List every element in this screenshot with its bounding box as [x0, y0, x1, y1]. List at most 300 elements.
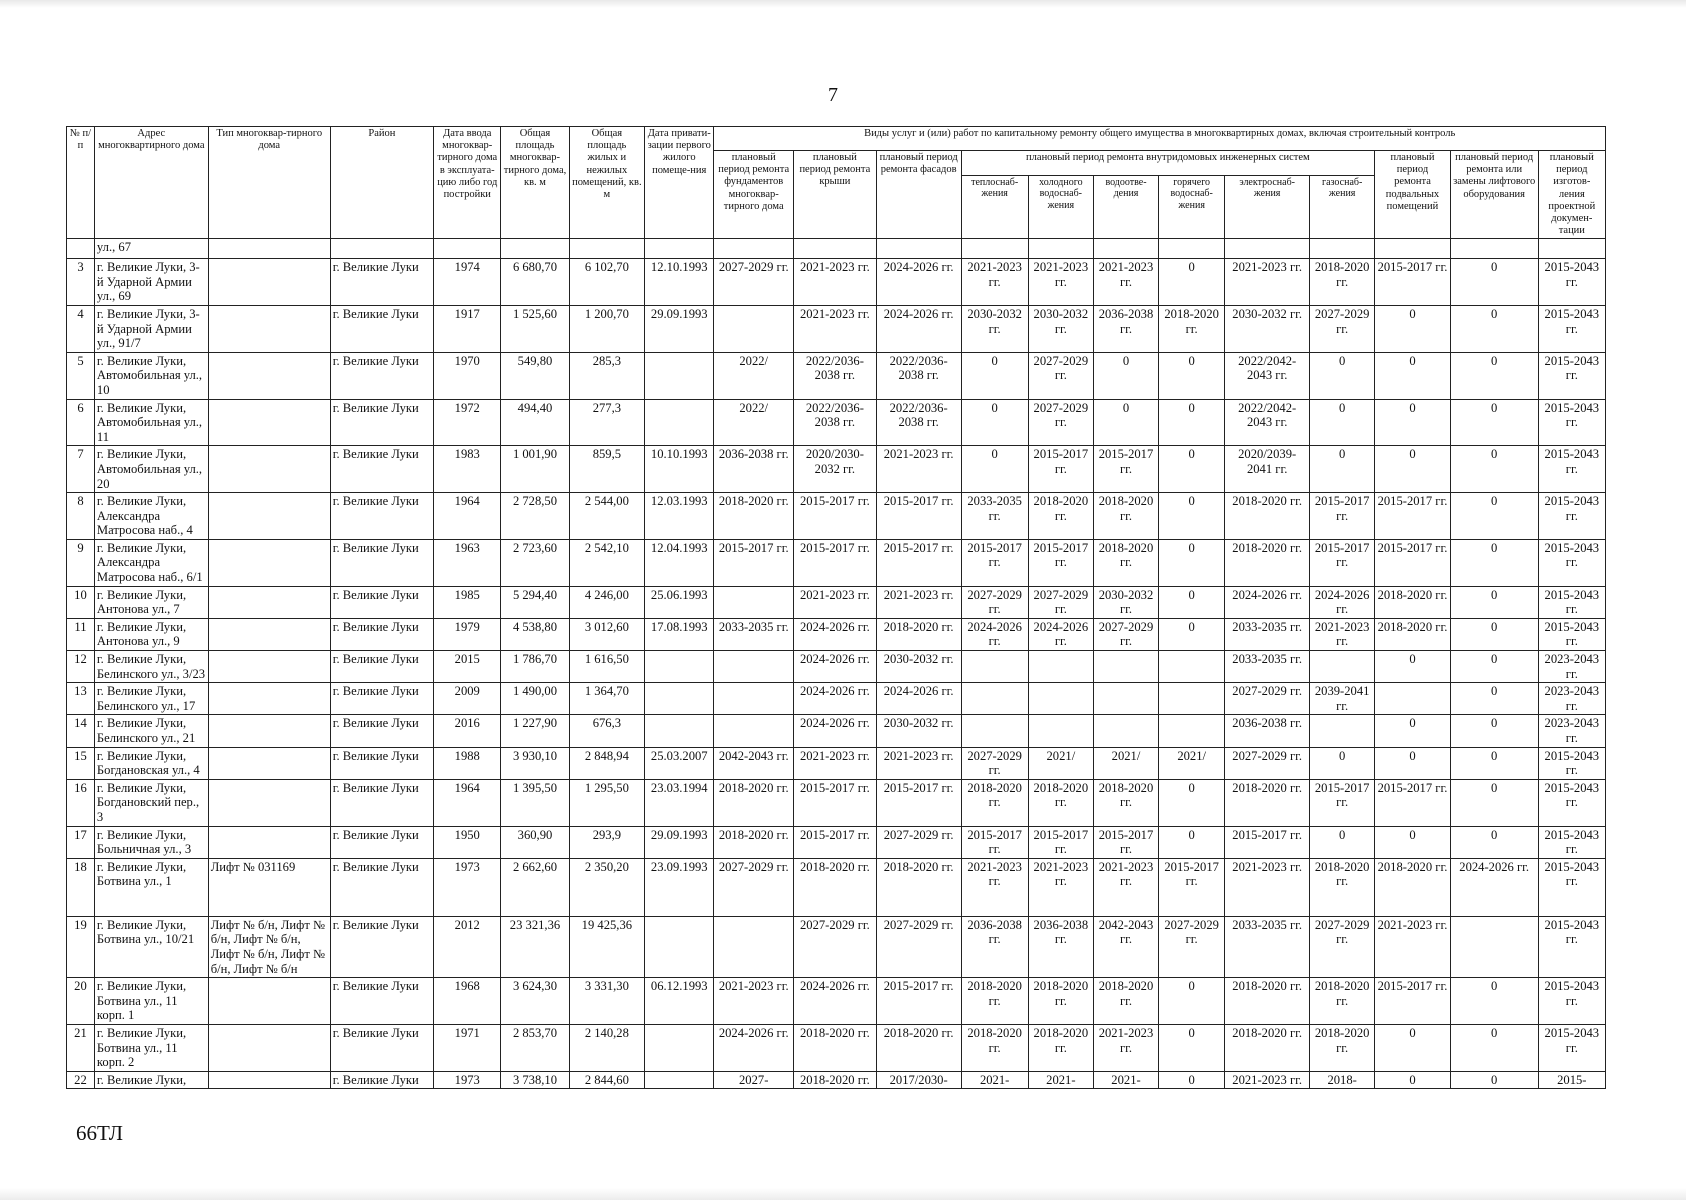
- header-gas: газоснаб-жения: [1310, 175, 1375, 239]
- house-type-cell: [208, 539, 330, 586]
- district-cell: г. Великие Луки: [330, 747, 433, 779]
- basement-period-cell: 2015-2017 гг.: [1375, 259, 1451, 306]
- house-type-cell: [208, 826, 330, 858]
- total-area-cell: 3 624,30: [501, 978, 569, 1025]
- total-area-cell: 1 525,60: [501, 305, 569, 352]
- foundation-period-cell: 2027-2029 гг.: [714, 858, 794, 916]
- district-cell: г. Великие Луки: [330, 493, 433, 540]
- facade-period-cell: 2018-2020 гг.: [876, 1024, 961, 1071]
- row-number: 19: [67, 916, 95, 977]
- electric-period-cell: 2033-2035 гг.: [1225, 618, 1310, 650]
- privatization-date-cell: 23.09.1993: [645, 858, 714, 916]
- row-number: 17: [67, 826, 95, 858]
- cold-water-period-cell: [1028, 683, 1093, 715]
- hot-water-period-cell: 0: [1159, 539, 1225, 586]
- cold-water-period-cell: 2021-2023 гг.: [1028, 259, 1093, 306]
- roof-period-cell: 2021-2023 гг.: [794, 586, 877, 618]
- design-period-cell: 2015-2043 гг.: [1538, 446, 1605, 493]
- premises-area-cell: 3 331,30: [569, 978, 645, 1025]
- roof-period-cell: [794, 239, 877, 259]
- district-cell: г. Великие Луки: [330, 399, 433, 446]
- total-area-cell: 1 395,50: [501, 779, 569, 826]
- row-number: 15: [67, 747, 95, 779]
- gas-period-cell: 0: [1310, 446, 1375, 493]
- design-period-cell: 2023-2043 гг.: [1538, 715, 1605, 747]
- basement-period-cell: 0: [1375, 446, 1451, 493]
- district-cell: г. Великие Луки: [330, 618, 433, 650]
- design-period-cell: 2015-2043 гг.: [1538, 826, 1605, 858]
- cold-water-period-cell: 2036-2038 гг.: [1028, 916, 1093, 977]
- heating-period-cell: 2021-2023 гг.: [961, 858, 1028, 916]
- house-type-cell: [208, 1024, 330, 1071]
- roof-period-cell: 2020/2030-2032 гг.: [794, 446, 877, 493]
- district-cell: г. Великие Луки: [330, 305, 433, 352]
- roof-period-cell: 2015-2017 гг.: [794, 539, 877, 586]
- foundation-period-cell: 2018-2020 гг.: [714, 493, 794, 540]
- total-area-cell: [501, 239, 569, 259]
- address-cell: г. Великие Луки, 3-й Ударной Армии ул., 91/7: [94, 305, 208, 352]
- foundation-period-cell: 2021-2023 гг.: [714, 978, 794, 1025]
- header-roof: плановый период ремонта крыши: [794, 151, 877, 239]
- house-type-cell: Лифт № б/н, Лифт № б/н, Лифт № б/н, Лифт № б/н, Лифт № б/н, Лифт № б/н: [208, 916, 330, 977]
- heating-period-cell: [961, 239, 1028, 259]
- table-row: [67, 352, 1606, 399]
- header-privatization-date: Дата привати-зации первого жилого помеще-ния: [645, 127, 714, 239]
- design-period-cell: 2015-2043 гг.: [1538, 858, 1605, 916]
- row-number: 20: [67, 978, 95, 1025]
- roof-period-cell: 2018-2020 гг.: [794, 1024, 877, 1071]
- heating-period-cell: 2018-2020 гг.: [961, 1024, 1028, 1071]
- row-number: [67, 239, 95, 259]
- design-period-cell: 2023-2043 гг.: [1538, 651, 1605, 683]
- premises-area-cell: 676,3: [569, 715, 645, 747]
- address-cell: г. Великие Луки, Богдановская ул., 4: [94, 747, 208, 779]
- roof-period-cell: 2021-2023 гг.: [794, 259, 877, 306]
- hot-water-period-cell: 0: [1159, 1024, 1225, 1071]
- district-cell: г. Великие Луки: [330, 651, 433, 683]
- drainage-period-cell: 2018-2020 гг.: [1093, 539, 1158, 586]
- elevator-period-cell: 2024-2026 гг.: [1450, 858, 1538, 916]
- foundation-period-cell: 2024-2026 гг.: [714, 1024, 794, 1071]
- total-area-cell: 3 738,10: [501, 1071, 569, 1089]
- house-type-cell: [208, 305, 330, 352]
- elevator-period-cell: 0: [1450, 779, 1538, 826]
- cold-water-period-cell: 2018-2020 гг.: [1028, 493, 1093, 540]
- row-number: 10: [67, 586, 95, 618]
- header-total-area: Общая площадь многоквар-тирного дома, кв. м: [501, 127, 569, 239]
- cold-water-period-cell: 2015-2017 гг.: [1028, 539, 1093, 586]
- roof-period-cell: 2015-2017 гг.: [794, 493, 877, 540]
- total-area-cell: 549,80: [501, 352, 569, 399]
- privatization-date-cell: [645, 399, 714, 446]
- elevator-period-cell: 0: [1450, 493, 1538, 540]
- foundation-period-cell: [714, 305, 794, 352]
- foundation-period-cell: 2018-2020 гг.: [714, 779, 794, 826]
- table-row: [67, 826, 1606, 858]
- design-period-cell: 2015-2043 гг.: [1538, 305, 1605, 352]
- premises-area-cell: [569, 239, 645, 259]
- row-number: 3: [67, 259, 95, 306]
- gas-period-cell: 0: [1310, 352, 1375, 399]
- roof-period-cell: 2021-2023 гг.: [794, 305, 877, 352]
- total-area-cell: 3 930,10: [501, 747, 569, 779]
- drainage-period-cell: 2015-2017 гг.: [1093, 826, 1158, 858]
- table-header: [67, 127, 1606, 239]
- total-area-cell: 23 321,36: [501, 916, 569, 977]
- total-area-cell: 1 786,70: [501, 651, 569, 683]
- elevator-period-cell: 0: [1450, 352, 1538, 399]
- drainage-period-cell: 2021/: [1093, 747, 1158, 779]
- electric-period-cell: 2027-2029 гг.: [1225, 683, 1310, 715]
- header-hot-water: горячего водоснаб-жения: [1159, 175, 1225, 239]
- electric-period-cell: 2018-2020 гг.: [1225, 493, 1310, 540]
- premises-area-cell: 2 544,00: [569, 493, 645, 540]
- elevator-period-cell: 0: [1450, 305, 1538, 352]
- address-cell: г. Великие Луки, Ботвина ул., 1: [94, 858, 208, 916]
- district-cell: г. Великие Луки: [330, 978, 433, 1025]
- address-cell: г. Великие Луки, Александра Матросова наб., 4: [94, 493, 208, 540]
- foundation-period-cell: [714, 586, 794, 618]
- privatization-date-cell: [645, 239, 714, 259]
- basement-period-cell: 0: [1375, 747, 1451, 779]
- drainage-period-cell: 2018-2020 гг.: [1093, 779, 1158, 826]
- premises-area-cell: 6 102,70: [569, 259, 645, 306]
- basement-period-cell: 2018-2020 гг.: [1375, 586, 1451, 618]
- table-row: [67, 978, 1606, 1025]
- roof-period-cell: 2018-2020 гг.: [794, 1071, 877, 1089]
- foundation-period-cell: 2036-2038 гг.: [714, 446, 794, 493]
- foundation-period-cell: [714, 239, 794, 259]
- cold-water-period-cell: [1028, 715, 1093, 747]
- district-cell: [330, 239, 433, 259]
- elevator-period-cell: 0: [1450, 715, 1538, 747]
- house-type-cell: [208, 978, 330, 1025]
- year-cell: 1973: [434, 1071, 501, 1089]
- district-cell: г. Великие Луки: [330, 259, 433, 306]
- district-cell: г. Великие Луки: [330, 826, 433, 858]
- design-period-cell: 2015-2043 гг.: [1538, 1024, 1605, 1071]
- facade-period-cell: 2027-2029 гг.: [876, 826, 961, 858]
- table-row: [67, 446, 1606, 493]
- cold-water-period-cell: 2021/: [1028, 747, 1093, 779]
- facade-period-cell: 2024-2026 гг.: [876, 259, 961, 306]
- premises-area-cell: 285,3: [569, 352, 645, 399]
- gas-period-cell: 2027-2029 гг.: [1310, 305, 1375, 352]
- electric-period-cell: 2021-2023 гг.: [1225, 259, 1310, 306]
- basement-period-cell: 0: [1375, 715, 1451, 747]
- row-number: 5: [67, 352, 95, 399]
- header-type: Тип многоквар-тирного дома: [208, 127, 330, 239]
- year-cell: 1964: [434, 493, 501, 540]
- cold-water-period-cell: 2024-2026 гг.: [1028, 618, 1093, 650]
- year-cell: 2015: [434, 651, 501, 683]
- premises-area-cell: 1 616,50: [569, 651, 645, 683]
- electric-period-cell: 2027-2029 гг.: [1225, 747, 1310, 779]
- year-cell: 1988: [434, 747, 501, 779]
- basement-period-cell: 2015-2017 гг.: [1375, 539, 1451, 586]
- drainage-period-cell: 2036-2038 гг.: [1093, 305, 1158, 352]
- facade-period-cell: 2024-2026 гг.: [876, 305, 961, 352]
- header-design: плановый период изготов-ления проектной докумен-тации: [1538, 151, 1605, 239]
- premises-area-cell: 2 542,10: [569, 539, 645, 586]
- hot-water-period-cell: 2021/: [1159, 747, 1225, 779]
- year-cell: 1970: [434, 352, 501, 399]
- foundation-period-cell: 2027-2029 гг.: [714, 259, 794, 306]
- table-row: [67, 618, 1606, 650]
- gas-period-cell: 2021-2023 гг.: [1310, 618, 1375, 650]
- roof-period-cell: 2024-2026 гг.: [794, 715, 877, 747]
- gas-period-cell: 2015-2017 гг.: [1310, 493, 1375, 540]
- row-number: 8: [67, 493, 95, 540]
- foundation-period-cell: 2022/: [714, 352, 794, 399]
- header-elevator: плановый период ремонта или замены лифтового оборудования: [1450, 151, 1538, 239]
- header-year: Дата ввода многоквар-тирного дома в эксплуата-цию либо год постройки: [434, 127, 501, 239]
- basement-period-cell: [1375, 239, 1451, 259]
- basement-period-cell: 0: [1375, 1071, 1451, 1089]
- hot-water-period-cell: 0: [1159, 586, 1225, 618]
- table-row: [67, 651, 1606, 683]
- heating-period-cell: 0: [961, 446, 1028, 493]
- heating-period-cell: [961, 683, 1028, 715]
- heating-period-cell: 2021-2023 гг.: [961, 259, 1028, 306]
- table-row: [67, 747, 1606, 779]
- district-cell: г. Великие Луки: [330, 446, 433, 493]
- premises-area-cell: 859,5: [569, 446, 645, 493]
- house-type-cell: [208, 352, 330, 399]
- year-cell: 1974: [434, 259, 501, 306]
- gas-period-cell: 0: [1310, 399, 1375, 446]
- heating-period-cell: 0: [961, 352, 1028, 399]
- roof-period-cell: 2024-2026 гг.: [794, 683, 877, 715]
- gas-period-cell: 2015-2017 гг.: [1310, 779, 1375, 826]
- document-code: 66ТЛ: [76, 1121, 124, 1145]
- district-cell: г. Великие Луки: [330, 683, 433, 715]
- gas-period-cell: 2018-2020 гг.: [1310, 1024, 1375, 1071]
- year-cell: 2009: [434, 683, 501, 715]
- address-cell: г. Великие Луки, 3-й Ударной Армии ул., 69: [94, 259, 208, 306]
- total-area-cell: 4 538,80: [501, 618, 569, 650]
- gas-period-cell: 0: [1310, 747, 1375, 779]
- heating-period-cell: 2027-2029 гг.: [961, 747, 1028, 779]
- total-area-cell: 494,40: [501, 399, 569, 446]
- cold-water-period-cell: [1028, 239, 1093, 259]
- gas-period-cell: 2018-2020 гг.: [1310, 978, 1375, 1025]
- cold-water-period-cell: 2030-2032 гг.: [1028, 305, 1093, 352]
- privatization-date-cell: [645, 352, 714, 399]
- row-number: 7: [67, 446, 95, 493]
- premises-area-cell: 1 364,70: [569, 683, 645, 715]
- electric-period-cell: 2018-2020 гг.: [1225, 1024, 1310, 1071]
- hot-water-period-cell: [1159, 715, 1225, 747]
- table-row: [67, 916, 1606, 977]
- foundation-period-cell: 2033-2035 гг.: [714, 618, 794, 650]
- table-row: [67, 539, 1606, 586]
- district-cell: г. Великие Луки: [330, 1024, 433, 1071]
- address-cell: г. Великие Луки, Белинского ул., 21: [94, 715, 208, 747]
- roof-period-cell: 2024-2026 гг.: [794, 978, 877, 1025]
- facade-period-cell: 2027-2029 гг.: [876, 916, 961, 977]
- year-cell: 1971: [434, 1024, 501, 1071]
- drainage-period-cell: [1093, 715, 1158, 747]
- privatization-date-cell: 12.04.1993: [645, 539, 714, 586]
- table-row: [67, 1071, 1606, 1089]
- electric-period-cell: 2021-2023 гг.: [1225, 1071, 1310, 1089]
- table-row: [67, 239, 1606, 259]
- house-type-cell: Лифт № 031169: [208, 858, 330, 916]
- heating-period-cell: [961, 651, 1028, 683]
- cold-water-period-cell: 2018-2020 гг.: [1028, 978, 1093, 1025]
- cold-water-period-cell: 2021-2023 гг.: [1028, 858, 1093, 916]
- foundation-period-cell: [714, 651, 794, 683]
- hot-water-period-cell: 0: [1159, 259, 1225, 306]
- facade-period-cell: 2024-2026 гг.: [876, 683, 961, 715]
- header-cold-water: холодного водоснаб-жения: [1028, 175, 1093, 239]
- hot-water-period-cell: 2015-2017 гг.: [1159, 858, 1225, 916]
- cold-water-period-cell: 2018-2020 гг.: [1028, 779, 1093, 826]
- elevator-period-cell: 0: [1450, 978, 1538, 1025]
- address-cell: г. Великие Луки, Александра Матросова наб., 6/1: [94, 539, 208, 586]
- heating-period-cell: 2018-2020 гг.: [961, 779, 1028, 826]
- drainage-period-cell: 2021-: [1093, 1071, 1158, 1089]
- gas-period-cell: [1310, 715, 1375, 747]
- gas-period-cell: 2027-2029 гг.: [1310, 916, 1375, 977]
- address-cell: г. Великие Луки, Антонова ул., 9: [94, 618, 208, 650]
- facade-period-cell: 2022/2036-2038 гг.: [876, 352, 961, 399]
- row-number: 21: [67, 1024, 95, 1071]
- cold-water-period-cell: 2018-2020 гг.: [1028, 1024, 1093, 1071]
- gas-period-cell: 2039-2041 гг.: [1310, 683, 1375, 715]
- elevator-period-cell: [1450, 239, 1538, 259]
- address-cell: г. Великие Луки, Белинского ул., 17: [94, 683, 208, 715]
- elevator-period-cell: 0: [1450, 446, 1538, 493]
- roof-period-cell: 2022/2036-2038 гг.: [794, 399, 877, 446]
- district-cell: г. Великие Луки: [330, 1071, 433, 1089]
- hot-water-period-cell: 2018-2020 гг.: [1159, 305, 1225, 352]
- facade-period-cell: 2030-2032 гг.: [876, 715, 961, 747]
- gas-period-cell: [1310, 239, 1375, 259]
- page-number: 7: [828, 84, 838, 106]
- heating-period-cell: 2030-2032 гг.: [961, 305, 1028, 352]
- table-row: [67, 683, 1606, 715]
- elevator-period-cell: 0: [1450, 1024, 1538, 1071]
- elevator-period-cell: 0: [1450, 259, 1538, 306]
- basement-period-cell: 2015-2017 гг.: [1375, 493, 1451, 540]
- electric-period-cell: 2020/2039-2041 гг.: [1225, 446, 1310, 493]
- header-heating: теплоснаб-жения: [961, 175, 1028, 239]
- electric-period-cell: 2036-2038 гг.: [1225, 715, 1310, 747]
- header-premises-area: Общая площадь жилых и нежилых помещений, кв. м: [569, 127, 645, 239]
- district-cell: г. Великие Луки: [330, 715, 433, 747]
- design-period-cell: 2015-2043 гг.: [1538, 747, 1605, 779]
- roof-period-cell: 2015-2017 гг.: [794, 779, 877, 826]
- facade-period-cell: 2021-2023 гг.: [876, 446, 961, 493]
- gas-period-cell: 0: [1310, 826, 1375, 858]
- drainage-period-cell: 2042-2043 гг.: [1093, 916, 1158, 977]
- basement-period-cell: 2021-2023 гг.: [1375, 916, 1451, 977]
- elevator-period-cell: 0: [1450, 826, 1538, 858]
- header-facade: плановый период ремонта фасадов: [876, 151, 961, 239]
- year-cell: 2012: [434, 916, 501, 977]
- privatization-date-cell: 06.12.1993: [645, 978, 714, 1025]
- row-number: 16: [67, 779, 95, 826]
- heating-period-cell: 2033-2035 гг.: [961, 493, 1028, 540]
- drainage-period-cell: 2021-2023 гг.: [1093, 858, 1158, 916]
- cold-water-period-cell: 2027-2029 гг.: [1028, 352, 1093, 399]
- premises-area-cell: 3 012,60: [569, 618, 645, 650]
- roof-period-cell: 2022/2036-2038 гг.: [794, 352, 877, 399]
- row-number: 6: [67, 399, 95, 446]
- table-row: [67, 586, 1606, 618]
- row-number: 18: [67, 858, 95, 916]
- facade-period-cell: 2017/2030-: [876, 1071, 961, 1089]
- premises-area-cell: 2 844,60: [569, 1071, 645, 1089]
- gas-period-cell: 2018-2020 гг.: [1310, 259, 1375, 306]
- design-period-cell: [1538, 239, 1605, 259]
- total-area-cell: 2 728,50: [501, 493, 569, 540]
- row-number: 4: [67, 305, 95, 352]
- basement-period-cell: 0: [1375, 826, 1451, 858]
- roof-period-cell: 2024-2026 гг.: [794, 618, 877, 650]
- privatization-date-cell: 29.09.1993: [645, 826, 714, 858]
- electric-period-cell: 2033-2035 гг.: [1225, 916, 1310, 977]
- drainage-period-cell: 2027-2029 гг.: [1093, 618, 1158, 650]
- premises-area-cell: 1 200,70: [569, 305, 645, 352]
- house-type-cell: [208, 586, 330, 618]
- roof-period-cell: 2024-2026 гг.: [794, 651, 877, 683]
- drainage-period-cell: 2015-2017 гг.: [1093, 446, 1158, 493]
- gas-period-cell: 2018-: [1310, 1071, 1375, 1089]
- roof-period-cell: 2027-2029 гг.: [794, 916, 877, 977]
- house-type-cell: [208, 683, 330, 715]
- table-row: [67, 399, 1606, 446]
- design-period-cell: 2015-2043 гг.: [1538, 539, 1605, 586]
- drainage-period-cell: 2018-2020 гг.: [1093, 978, 1158, 1025]
- total-area-cell: 1 227,90: [501, 715, 569, 747]
- header-electric: электроснаб-жения: [1225, 175, 1310, 239]
- premises-area-cell: 2 848,94: [569, 747, 645, 779]
- gas-period-cell: 2024-2026 гг.: [1310, 586, 1375, 618]
- electric-period-cell: 2018-2020 гг.: [1225, 539, 1310, 586]
- facade-period-cell: 2015-2017 гг.: [876, 978, 961, 1025]
- year-cell: 1968: [434, 978, 501, 1025]
- address-cell: ул., 67: [94, 239, 208, 259]
- privatization-date-cell: [645, 715, 714, 747]
- heating-period-cell: 2024-2026 гг.: [961, 618, 1028, 650]
- privatization-date-cell: 12.10.1993: [645, 259, 714, 306]
- hot-water-period-cell: 0: [1159, 352, 1225, 399]
- facade-period-cell: 2018-2020 гг.: [876, 858, 961, 916]
- hot-water-period-cell: 0: [1159, 618, 1225, 650]
- header-num: № п/п: [67, 127, 95, 239]
- basement-period-cell: 0: [1375, 1024, 1451, 1071]
- year-cell: 1950: [434, 826, 501, 858]
- row-number: 9: [67, 539, 95, 586]
- premises-area-cell: 19 425,36: [569, 916, 645, 977]
- address-cell: г. Великие Луки, Автомобильная ул., 20: [94, 446, 208, 493]
- drainage-period-cell: [1093, 239, 1158, 259]
- hot-water-period-cell: [1159, 683, 1225, 715]
- drainage-period-cell: [1093, 683, 1158, 715]
- heating-period-cell: [961, 715, 1028, 747]
- drainage-period-cell: 2030-2032 гг.: [1093, 586, 1158, 618]
- house-type-cell: [208, 399, 330, 446]
- elevator-period-cell: [1450, 916, 1538, 977]
- drainage-period-cell: 0: [1093, 352, 1158, 399]
- design-period-cell: 2015-2043 гг.: [1538, 352, 1605, 399]
- privatization-date-cell: [645, 1071, 714, 1089]
- house-type-cell: [208, 446, 330, 493]
- total-area-cell: 2 723,60: [501, 539, 569, 586]
